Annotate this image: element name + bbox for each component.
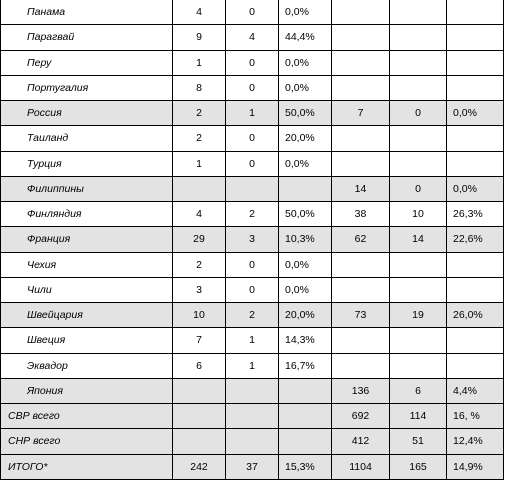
table-row	[1, 252, 504, 277]
country-name: Швеция	[1, 328, 173, 353]
count-1	[173, 429, 226, 454]
count-4: 114	[390, 404, 447, 429]
count-4: 19	[390, 303, 447, 328]
count-4	[390, 328, 447, 353]
summary-row	[1, 454, 504, 479]
percent-2	[447, 252, 504, 277]
count-1: 1	[173, 151, 226, 176]
count-4	[390, 277, 447, 302]
count-4: 165	[390, 454, 447, 479]
country-name: Чили	[1, 277, 173, 302]
count-3	[332, 0, 390, 25]
percent-1: 0,0%	[279, 0, 332, 25]
percent-2	[447, 126, 504, 151]
percent-2	[447, 151, 504, 176]
count-3: 62	[332, 227, 390, 252]
count-4	[390, 0, 447, 25]
country-name: Франция	[1, 227, 173, 252]
percent-1: 50,0%	[279, 101, 332, 126]
count-1: 2	[173, 101, 226, 126]
table-row	[1, 202, 504, 227]
percent-1: 0,0%	[279, 252, 332, 277]
count-2: 37	[226, 454, 279, 479]
count-4: 6	[390, 378, 447, 403]
count-3	[332, 126, 390, 151]
table-row	[1, 101, 504, 126]
table-row	[1, 0, 504, 25]
country-name: Таиланд	[1, 126, 173, 151]
table-row	[1, 151, 504, 176]
count-1	[173, 378, 226, 403]
count-3	[332, 75, 390, 100]
count-3	[332, 151, 390, 176]
count-1: 3	[173, 277, 226, 302]
count-1: 1	[173, 50, 226, 75]
country-name: СВР всего	[1, 404, 173, 429]
count-2: 0	[226, 252, 279, 277]
count-2: 3	[226, 227, 279, 252]
count-1: 4	[173, 202, 226, 227]
count-3: 14	[332, 176, 390, 201]
count-4: 51	[390, 429, 447, 454]
table-row	[1, 25, 504, 50]
percent-1	[279, 429, 332, 454]
count-3: 412	[332, 429, 390, 454]
percent-1	[279, 404, 332, 429]
percent-2: 16, %	[447, 404, 504, 429]
count-2	[226, 404, 279, 429]
count-3	[332, 277, 390, 302]
country-name: СНР всего	[1, 429, 173, 454]
country-name: Турция	[1, 151, 173, 176]
count-2: 0	[226, 75, 279, 100]
percent-2	[447, 50, 504, 75]
table-row	[1, 227, 504, 252]
summary-row	[1, 429, 504, 454]
percent-2	[447, 75, 504, 100]
table-row	[1, 75, 504, 100]
count-4	[390, 353, 447, 378]
count-2: 1	[226, 101, 279, 126]
count-3: 38	[332, 202, 390, 227]
count-4	[390, 25, 447, 50]
count-2	[226, 176, 279, 201]
count-1: 10	[173, 303, 226, 328]
country-name: Финляндия	[1, 202, 173, 227]
count-3	[332, 328, 390, 353]
table-row	[1, 126, 504, 151]
count-3	[332, 252, 390, 277]
country-name: Панама	[1, 0, 173, 25]
count-3: 73	[332, 303, 390, 328]
percent-2: 26,3%	[447, 202, 504, 227]
count-1: 7	[173, 328, 226, 353]
count-1: 8	[173, 75, 226, 100]
table-row	[1, 176, 504, 201]
count-2: 1	[226, 353, 279, 378]
count-4	[390, 50, 447, 75]
count-2: 0	[226, 126, 279, 151]
percent-2	[447, 25, 504, 50]
count-3: 1104	[332, 454, 390, 479]
count-4	[390, 151, 447, 176]
percent-1: 0,0%	[279, 50, 332, 75]
percent-2	[447, 277, 504, 302]
count-1: 242	[173, 454, 226, 479]
percent-2	[447, 328, 504, 353]
percent-2: 4,4%	[447, 378, 504, 403]
count-4: 14	[390, 227, 447, 252]
percent-2: 26,0%	[447, 303, 504, 328]
percent-2: 14,9%	[447, 454, 504, 479]
country-name: Швейцария	[1, 303, 173, 328]
country-name: Россия	[1, 101, 173, 126]
percent-1: 0,0%	[279, 277, 332, 302]
count-4: 0	[390, 101, 447, 126]
table-row	[1, 328, 504, 353]
percent-1	[279, 378, 332, 403]
table-row	[1, 353, 504, 378]
count-4	[390, 126, 447, 151]
percent-1: 20,0%	[279, 126, 332, 151]
table-row	[1, 303, 504, 328]
country-name: ИТОГО*	[1, 454, 173, 479]
percent-2	[447, 0, 504, 25]
country-name: Португалия	[1, 75, 173, 100]
count-4	[390, 252, 447, 277]
country-name: Парагвай	[1, 25, 173, 50]
count-4: 10	[390, 202, 447, 227]
percent-1: 0,0%	[279, 151, 332, 176]
percent-1: 0,0%	[279, 75, 332, 100]
count-2: 1	[226, 328, 279, 353]
count-1: 2	[173, 126, 226, 151]
count-2: 0	[226, 50, 279, 75]
percent-1: 20,0%	[279, 303, 332, 328]
count-2: 0	[226, 0, 279, 25]
count-1	[173, 404, 226, 429]
count-2	[226, 429, 279, 454]
count-4: 0	[390, 176, 447, 201]
country-name: Филиппины	[1, 176, 173, 201]
percent-1: 14,3%	[279, 328, 332, 353]
percent-1: 10,3%	[279, 227, 332, 252]
count-1: 4	[173, 0, 226, 25]
percent-1: 16,7%	[279, 353, 332, 378]
table-body	[1, 0, 504, 479]
percent-1: 50,0%	[279, 202, 332, 227]
percent-2	[447, 353, 504, 378]
percent-2: 0,0%	[447, 101, 504, 126]
percent-1: 44,4%	[279, 25, 332, 50]
count-1: 9	[173, 25, 226, 50]
table-row	[1, 277, 504, 302]
count-2	[226, 378, 279, 403]
percent-1: 15,3%	[279, 454, 332, 479]
country-name: Эквадор	[1, 353, 173, 378]
count-2: 0	[226, 151, 279, 176]
table-row	[1, 378, 504, 403]
count-3: 692	[332, 404, 390, 429]
count-1: 2	[173, 252, 226, 277]
count-1	[173, 176, 226, 201]
percent-2: 22,6%	[447, 227, 504, 252]
country-name: Перу	[1, 50, 173, 75]
count-2: 0	[226, 277, 279, 302]
country-name: Чехия	[1, 252, 173, 277]
count-3	[332, 50, 390, 75]
percent-2: 12,4%	[447, 429, 504, 454]
table-row	[1, 50, 504, 75]
count-4	[390, 75, 447, 100]
count-2: 2	[226, 303, 279, 328]
country-name: Япония	[1, 378, 173, 403]
percent-1	[279, 176, 332, 201]
percent-2: 0,0%	[447, 176, 504, 201]
count-3	[332, 353, 390, 378]
count-3	[332, 25, 390, 50]
count-1: 29	[173, 227, 226, 252]
count-2: 2	[226, 202, 279, 227]
count-3: 136	[332, 378, 390, 403]
count-3: 7	[332, 101, 390, 126]
count-2: 4	[226, 25, 279, 50]
count-1: 6	[173, 353, 226, 378]
summary-row	[1, 404, 504, 429]
